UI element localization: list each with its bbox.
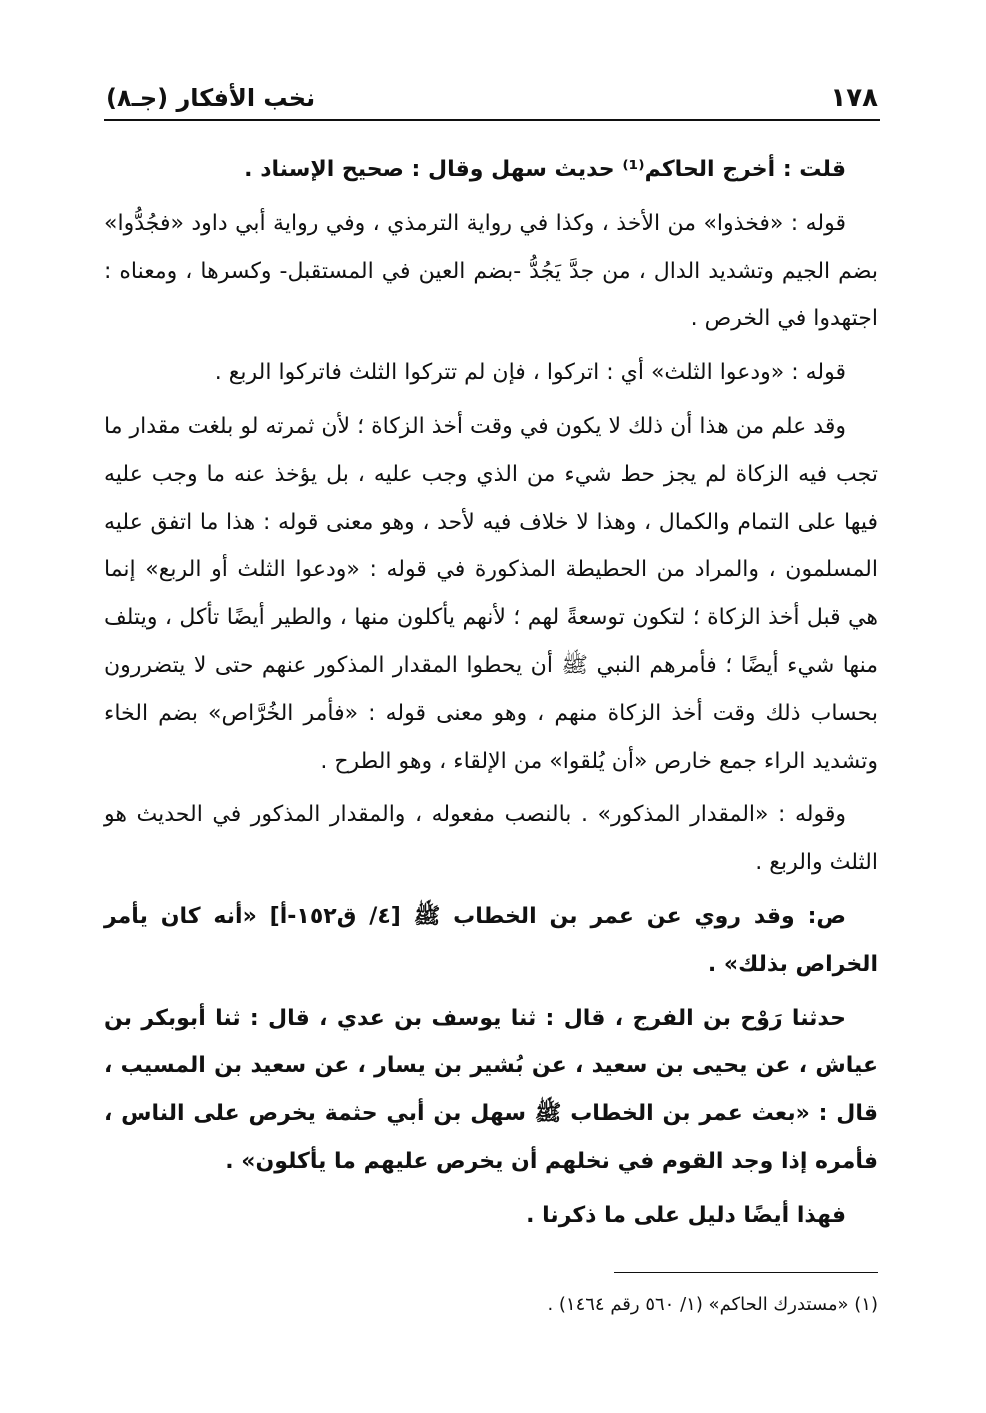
book-title: نخب الأفكار (جـ٨) [106, 84, 316, 112]
paragraph-conclusion: فهذا أيضًا دليل على ما ذكرنا . [526, 1202, 846, 1228]
footnote: (١) «مستدرك الحاكم» (١/ ٥٦٠ رقم ١٤٦٤) . [547, 1294, 878, 1315]
paragraph-fakhudhu: قوله : «فخذوا» من الأخذ ، وكذا في رواية الترمذي ، وفي رواية أبي داود «فجُدُّوا» بضم الجيم وتشديد الدال ، من جدَّ يَجُدُّ -بضم العين في المستقبل- وكسرها ، ومعناه : اجتهدوا في الخرص . [104, 210, 878, 332]
paragraph-explanation: وقد علم من هذا أن ذلك لا يكون في وقت أخذ الزكاة ؛ لأن ثمرته لو بلغت مقدار ما تجب فيه الزكاة لم يجز حط شيء من الذي وجب عليه ، بل يؤخذ عنه ما وجب عليه فيها على التمام والكمال ، وهذا لا خلاف فيه لأحد ، وهو معنى قوله : هذا ما اتفق عليه المسلمون ، والمراد من الحطيطة المذكورة في قوله : «ودعوا الثلث أو الربع» إنما هي قبل أخذ الزكاة ؛ لتكون توسعةً لهم ؛ لأنهم يأكلون منها ، والطير أيضًا تأكل ، ويتلف منها شيء أيضًا ؛ فأمرهم النبي ﷺ أن يحطوا المقدار المذكور عنهم حتى لا يتضررون بحساب ذلك وقت أخذ الزكاة منهم ، وهو معنى قوله : «فأمر الخُرَّاص» بضم الخاء وتشديد الراء جمع خارص «أن يُلقوا» من الإلقاء ، وهو الطرح . [104, 413, 878, 774]
paragraph-daau-thuluth: قوله : «ودعوا الثلث» أي : اتركوا ، فإن لم تتركوا الثلث فاتركوا الربع . [214, 360, 846, 386]
paragraph-umar-text: ص: وقد روي عن عمر بن الخطاب ﷺ [٤/ ق١٥٢-أ] «أنه كان يأمر الخراص بذلك» . [104, 903, 878, 977]
paragraph-hadith-chain: حدثنا رَوْح بن الفرج ، قال : ثنا يوسف بن عدي ، قال : ثنا أبوبكر بن عياش ، عن يحيى بن سعيد ، عن بُشير بن يسار ، عن سعيد بن المسيب ، قال : «بعث عمر بن الخطاب ﷺ سهل بن أبي حثمة يخرص على الناس ، فأمره إذا وجد القوم في نخلهم أن يخرص عليهم ما يأكلون» . [104, 1005, 878, 1174]
running-header [106, 80, 878, 120]
paragraph-hakim-note: قلت : أخرج الحاكم⁽¹⁾ حديث سهل وقال : صحيح الإسناد . [244, 157, 846, 182]
page-number: ١٧٨ [830, 83, 878, 113]
paragraph-miqdar: وقوله : «المقدار المذكور» . بالنصب مفعوله ، والمقدار المذكور في الحديث هو الثلث والربع . [104, 802, 878, 876]
header-rule [104, 119, 880, 121]
footnote-rule [614, 1272, 878, 1273]
body-text [104, 146, 878, 1246]
